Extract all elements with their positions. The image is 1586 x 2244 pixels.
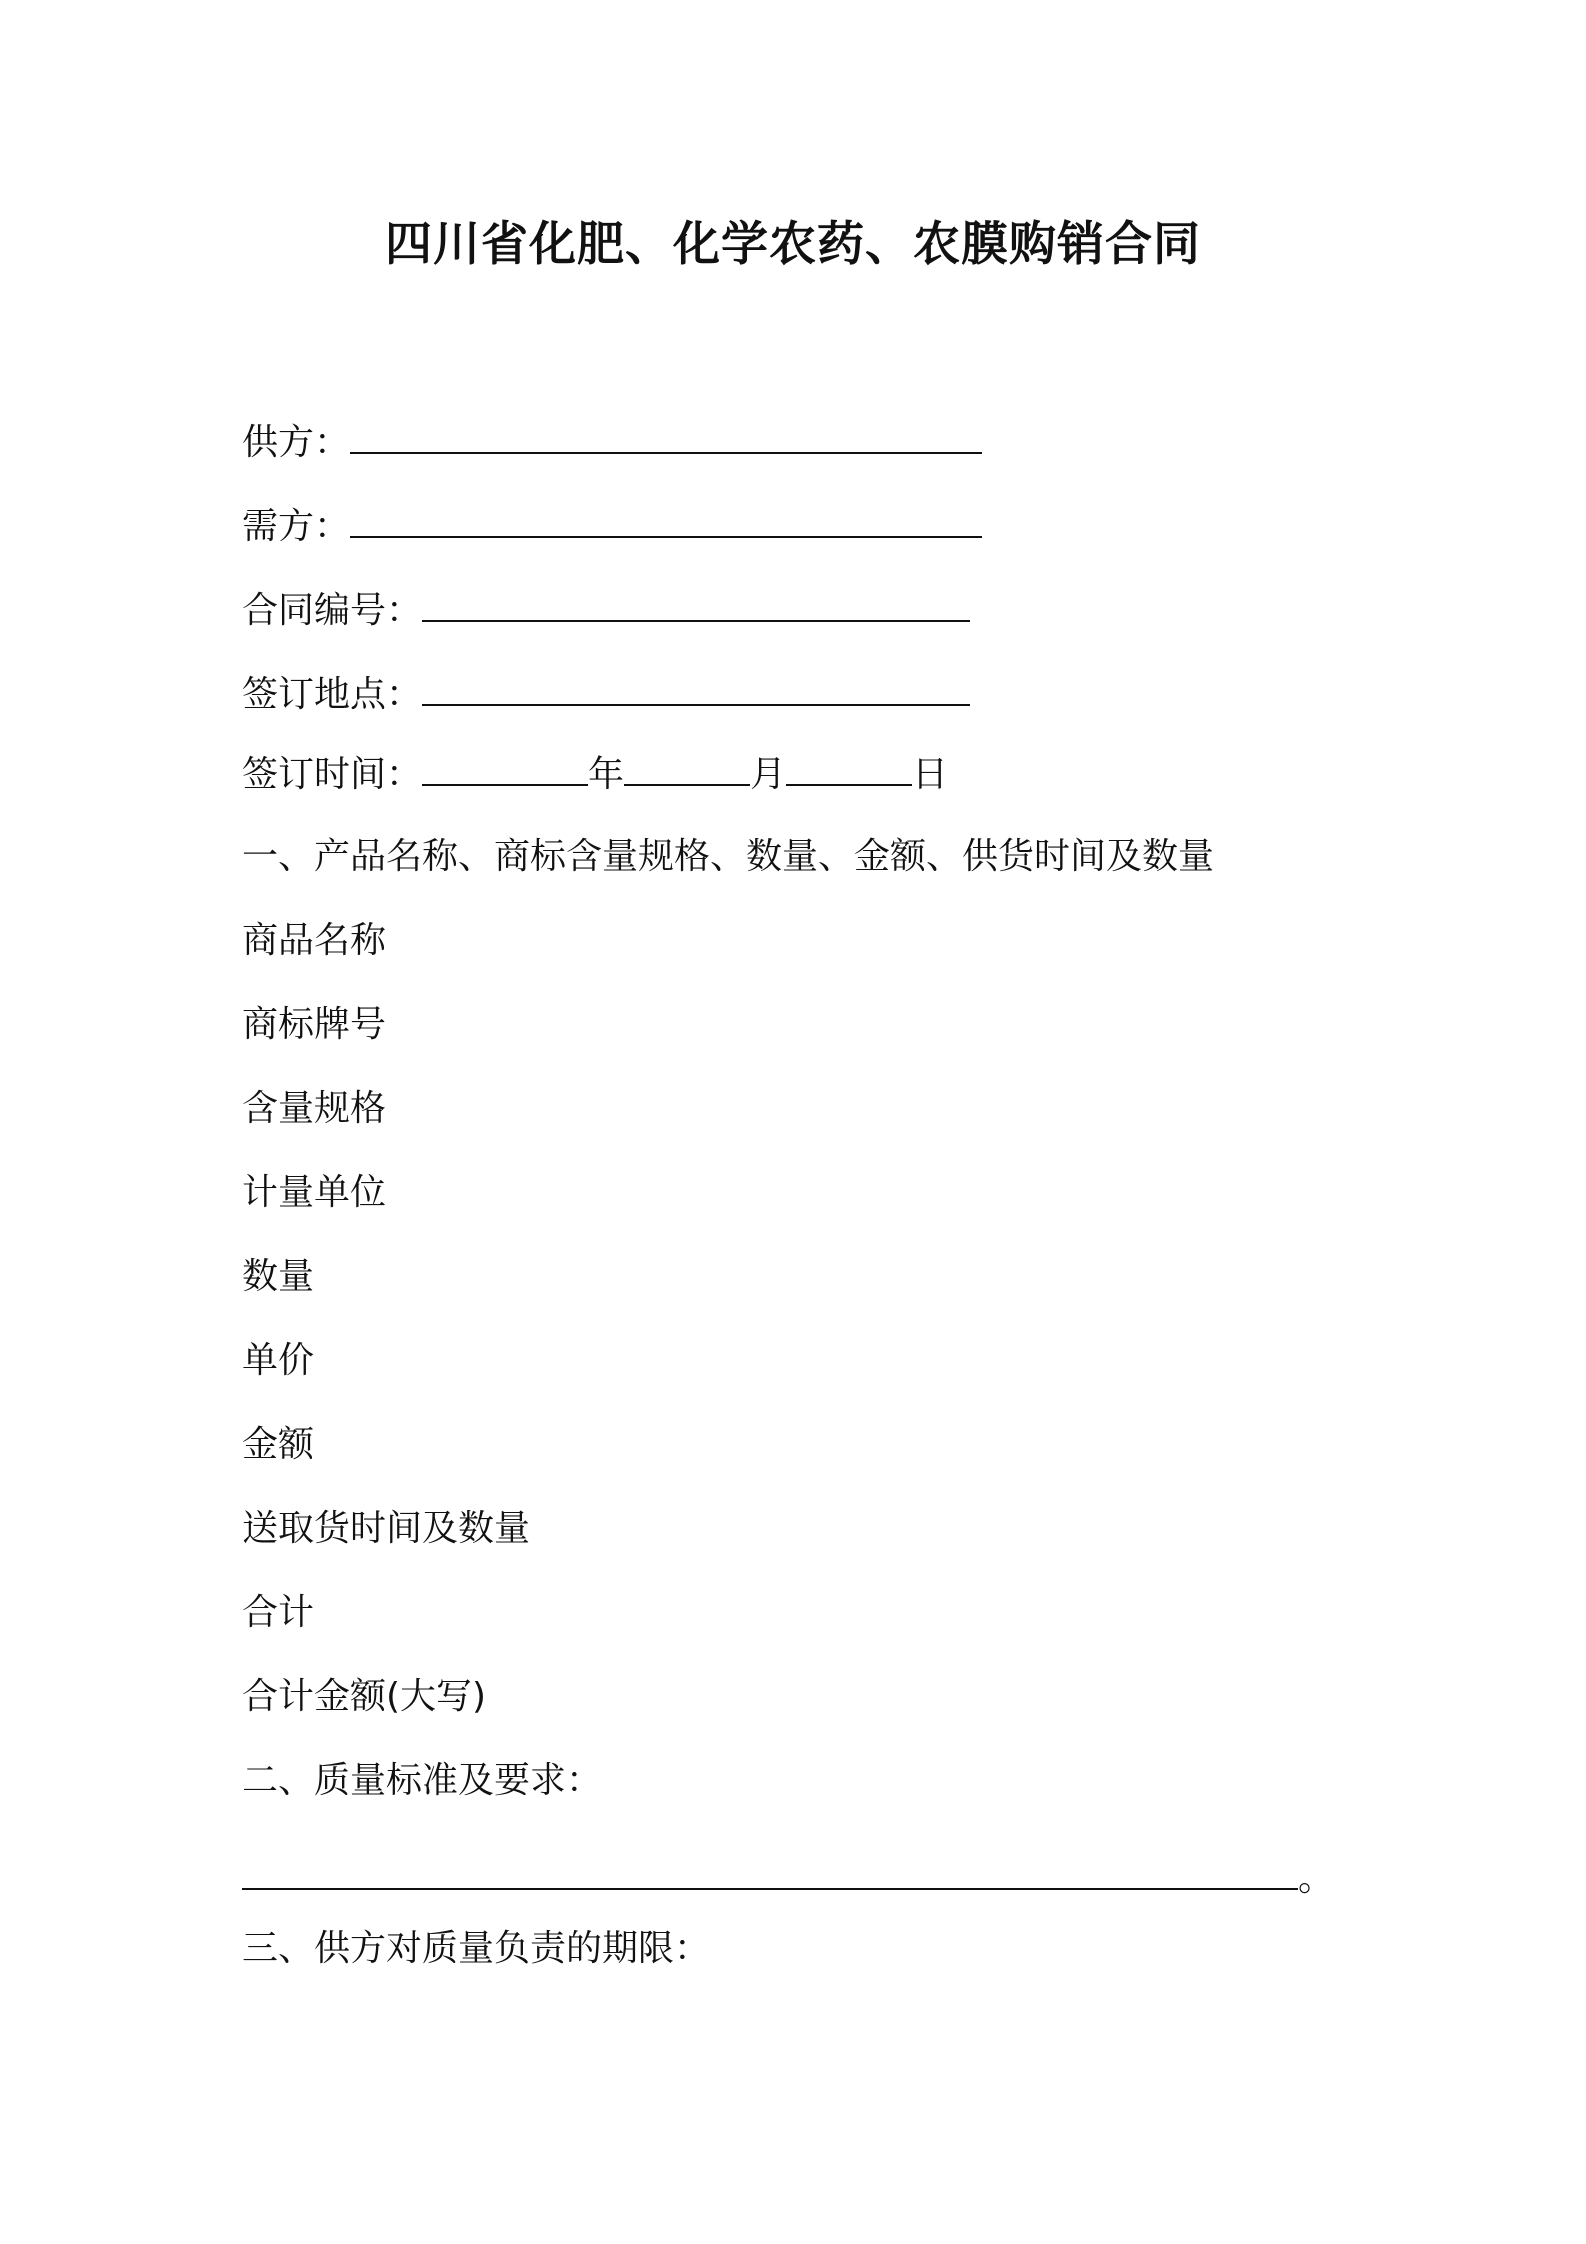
section3-heading: 三、供方对质量负责的期限： <box>242 1928 711 1969</box>
item-total-amount-words: 合计金额(大写) <box>242 1676 487 1717</box>
quality-standard-blank[interactable] <box>242 1858 1298 1890</box>
item-quantity: 数量 <box>242 1256 315 1297</box>
supplier-line <box>242 420 982 466</box>
sign-time-label: 签订时间： <box>242 754 423 795</box>
buyer-label: 需方： <box>242 506 351 547</box>
item-trademark: 商标牌号 <box>242 1004 387 1045</box>
item-delivery-time: 送取货时间及数量 <box>242 1508 531 1549</box>
section2-heading: 二、质量标准及要求： <box>242 1760 603 1801</box>
item-product-name: 商品名称 <box>242 920 387 961</box>
document-title: 四川省化肥、化学农药、农膜购销合同 <box>385 217 1201 272</box>
supplier-blank[interactable] <box>350 422 982 454</box>
day-label: 日 <box>912 754 949 795</box>
item-spec: 含量规格 <box>242 1088 387 1129</box>
contract-no-label: 合同编号： <box>242 590 423 631</box>
month-blank[interactable] <box>624 754 750 786</box>
day-blank[interactable] <box>786 754 912 786</box>
sign-place-label: 签订地点： <box>242 674 423 715</box>
buyer-line <box>242 504 982 550</box>
item-unit-price: 单价 <box>242 1340 315 1381</box>
year-label: 年 <box>588 754 625 795</box>
buyer-blank[interactable] <box>350 506 982 538</box>
quality-standard-period: 。 <box>1298 1858 1335 1899</box>
item-total: 合计 <box>242 1592 315 1633</box>
contract-no-line <box>242 588 970 634</box>
sign-place-blank[interactable] <box>422 674 970 706</box>
year-blank[interactable] <box>422 754 588 786</box>
item-unit: 计量单位 <box>242 1172 387 1213</box>
sign-place-line <box>242 672 970 718</box>
supplier-label: 供方： <box>242 422 351 463</box>
month-label: 月 <box>750 754 787 795</box>
sign-time-line <box>242 752 948 798</box>
contract-no-blank[interactable] <box>422 590 970 622</box>
item-amount: 金额 <box>242 1424 315 1465</box>
quality-standard-line <box>242 1856 1334 1902</box>
section1-heading: 一、产品名称、商标含量规格、数量、金额、供货时间及数量 <box>242 836 1215 877</box>
